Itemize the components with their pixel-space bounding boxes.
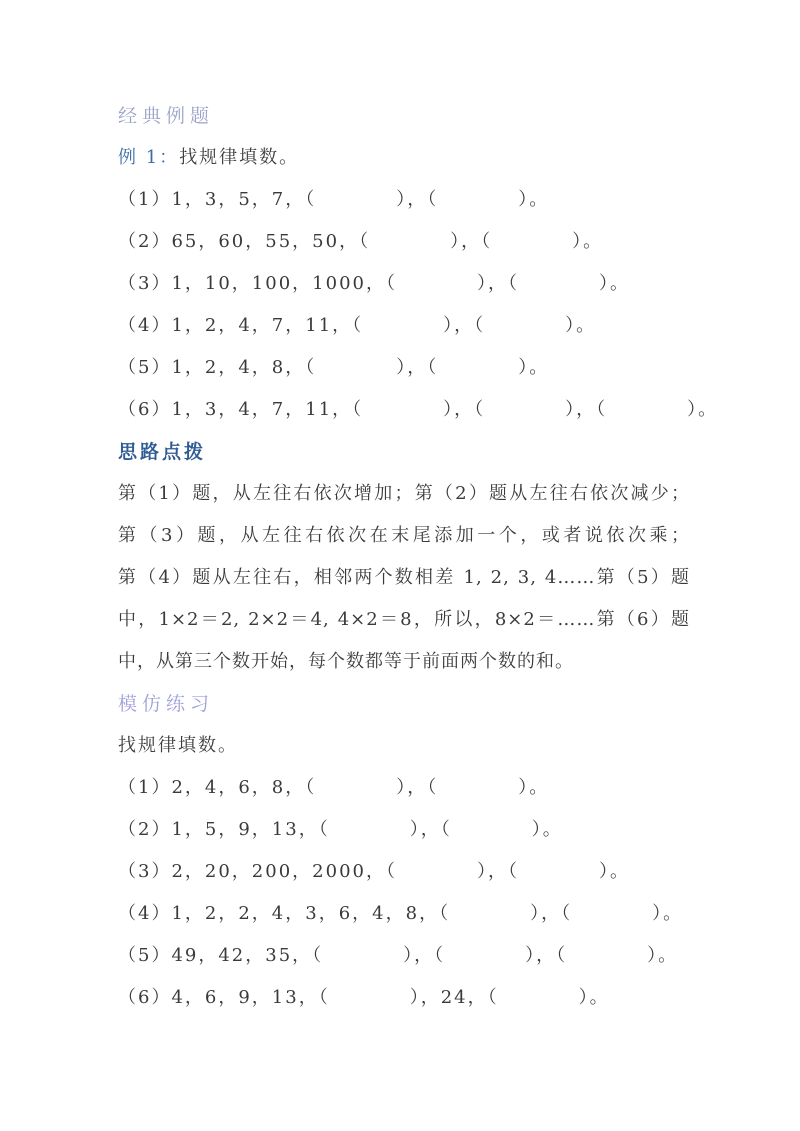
- tips-line-1: 第（1）题，从左往右依次增加；第（2）题从左往右依次减少；: [118, 483, 690, 504]
- practice-problem-6: （6）4，6，9，13，（ ），24，（ ）。: [118, 987, 610, 1008]
- example-instruction: 找规律填数。: [179, 147, 300, 168]
- classic-problem-1: （1）1，3，5，7，（ ），（ ）。: [118, 189, 550, 210]
- practice-problem-4: （4）1，2，2，4，3，6，4，8，（ ），（ ）。: [118, 903, 684, 924]
- example-number-label: 例 1：: [118, 147, 180, 168]
- practice-problem-2: （2）1，5，9，13，（ ），（ ）。: [118, 819, 563, 840]
- section-heading-tips: 思路点拨: [118, 441, 207, 463]
- tips-line-2: 第（3）题，从左往右依次在末尾添加一个，或者说依次乘；: [118, 525, 690, 546]
- section-heading-practice: 模仿练习: [118, 693, 215, 715]
- classic-problem-4: （4）1，2，4，7，11，（ ），（ ）。: [118, 315, 597, 336]
- section-heading-classic-examples: 经典例题: [118, 105, 215, 127]
- classic-problem-2: （2）65，60，55，50，（ ），（ ）。: [118, 231, 604, 252]
- practice-problem-3: （3）2，20，200，2000，（ ），（ ）。: [118, 861, 630, 882]
- tips-line-5: 中，从第三个数开始，每个数都等于前面两个数的和。: [118, 651, 574, 672]
- practice-problem-5: （5）49，42，35，（ ），（ ），（ ）。: [118, 945, 679, 966]
- classic-problem-5: （5）1，2，4，8，（ ），（ ）。: [118, 357, 550, 378]
- practice-instruction: 找规律填数。: [118, 735, 238, 756]
- practice-problem-1: （1）2，4，6，8，（ ），（ ）。: [118, 777, 550, 798]
- classic-problem-6: （6）1，3，4，7，11，（ ），（ ），（ ）。: [118, 399, 719, 420]
- tips-line-4: 中，1×2＝2, 2×2＝4, 4×2＝8，所以，8×2＝……第（6）题: [118, 609, 690, 630]
- classic-problem-3: （3）1，10，100，1000，（ ），（ ）。: [118, 273, 630, 294]
- tips-line-3: 第（4）题从左往右，相邻两个数相差 1, 2, 3, 4……第（5）题: [118, 567, 690, 588]
- example-title-line: [118, 137, 690, 179]
